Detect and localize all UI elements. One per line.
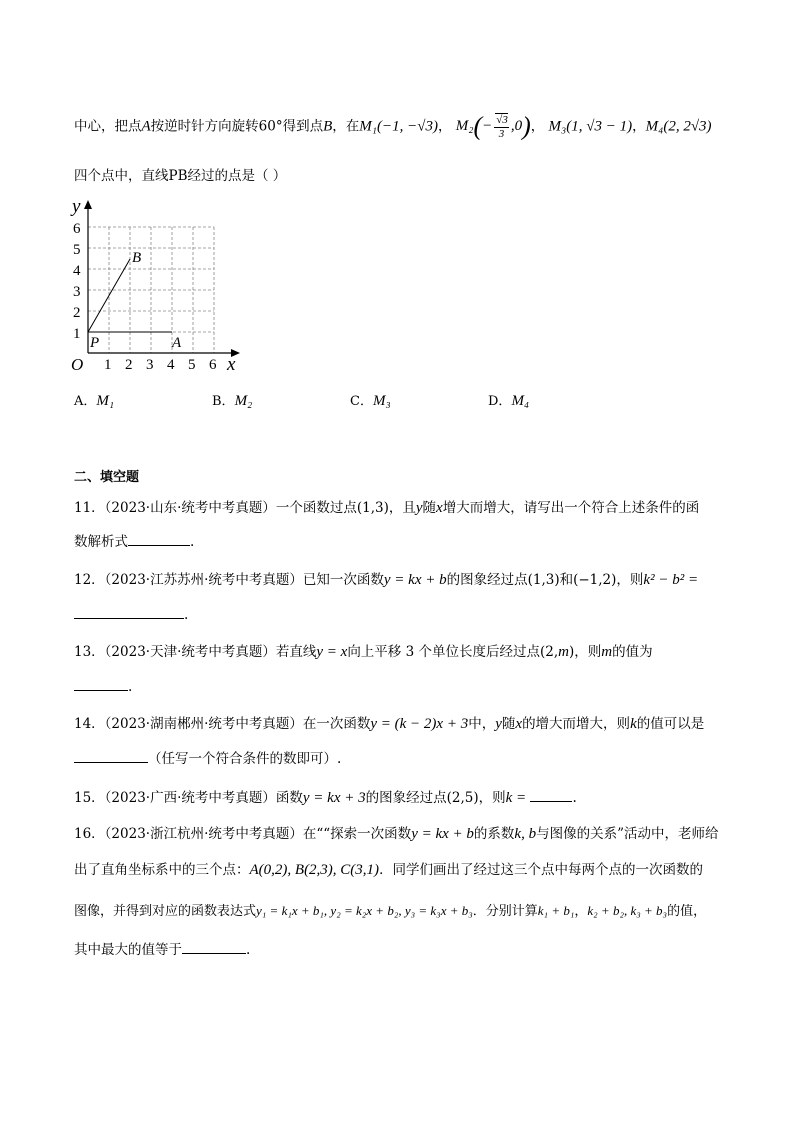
q11-line1: 11．（2023·山东·统考中考真题）一个函数过点(1,3)，且y随x增大而增大，请写出一个符合上述条件的函 — [74, 500, 700, 516]
y-tick-2: 2 — [73, 305, 81, 321]
point-m2: M₂(− $\frac{√3}{3}$ ,0) — [455, 112, 531, 141]
y-axis-label: y — [72, 196, 81, 217]
q10-line1: 中心，把点A按逆时针方向旋转60°得到点B，在M₁(−1, −√3)， M₂(− $\frac{√3}{3}$ ,0)， M₃(1, √3 − 1)，M₄(2, 2√3) — [74, 112, 712, 141]
q16-line3: 图像，并得到对应的函数表达式y₁ = k₁x + b₁, y₂ = k₂x + b₂, y₃ = k₃x + b₃．分别计算k₁ + b₁，k₂ + b₂, k₃ + b₃的值， — [74, 903, 707, 919]
q16-line1: 16．（2023·浙江杭州·统考中考真题）在““探索一次函数y = kx + b的系数k, b与图像的关系”活动中，老师给 — [74, 826, 719, 842]
q14-answer-blank[interactable] — [74, 748, 148, 763]
q15-line1: 15．（2023·广西·统考中考真题）函数y = kx + 3的图象经过点(2,5)，则k = . — [74, 786, 577, 807]
q13-line2: . — [74, 676, 132, 695]
y-tick-1: 1 — [73, 326, 81, 342]
q12-line2: . — [74, 604, 188, 623]
point-a-label: A — [141, 118, 151, 135]
point-p-label: P — [90, 335, 100, 351]
point-b-label: B — [323, 118, 333, 135]
x-axis-label: x — [227, 354, 236, 374]
point-m3: M₃(1, √3 − 1) — [548, 118, 633, 135]
x-tick-1: 1 — [104, 357, 112, 373]
origin-label: O — [71, 355, 84, 374]
q11-line2: 数解析式 . — [74, 530, 194, 550]
q10-line2: 四个点中，直线PB经过的点是（ ） — [74, 168, 287, 184]
y-axis-arrow — [84, 200, 92, 209]
y-tick-4: 4 — [73, 263, 81, 279]
q16-line2: 出了直角坐标系中的三个点：A(0,2), B(2,3), C(3,1)．同学们画出了经过这三个点中每两个点的一次函数的 — [74, 862, 704, 878]
y-tick-3: 3 — [73, 284, 81, 300]
choice-b[interactable]: B．M₂ — [212, 393, 253, 409]
x-tick-6: 6 — [209, 357, 217, 373]
m2-fraction: $\frac{√3}{3}$ — [496, 114, 508, 140]
q15-answer-blank[interactable] — [530, 787, 572, 802]
q12-answer-blank[interactable] — [74, 604, 184, 619]
q16-line4: 其中最大的值等于 . — [74, 938, 250, 958]
y-tick-6: 6 — [73, 221, 81, 237]
choice-a[interactable]: A．M₁ — [74, 393, 115, 409]
x-tick-2: 2 — [125, 357, 133, 373]
point-m1: M₁(−1, −√3) — [359, 118, 438, 135]
point-a-graph-label: A — [172, 335, 182, 351]
x-tick-5: 5 — [188, 357, 196, 373]
q12-line1: 12．（2023·江苏苏州·统考中考真题）已知一次函数y = kx + b的图象经过点(1,3)和(−1,2)，则k² − b² = — [74, 572, 699, 588]
q13-line1: 13．（2023·天津·统考中考真题）若直线y = x向上平移 3 个单位长度后经过点(2,m)，则m的值为 — [74, 644, 653, 660]
q14-line2: （任写一个符合条件的数即可）. — [74, 747, 341, 767]
point-b-graph-label: B — [132, 250, 142, 266]
q11-answer-blank[interactable] — [128, 531, 190, 546]
section-title: 二、填空题 — [74, 470, 140, 485]
q14-line1: 14．（2023·湖南郴州·统考中考真题）在一次函数y = (k − 2)x + 3中，y随x的增大而增大，则k的值可以是 — [74, 716, 705, 732]
y-tick-5: 5 — [73, 242, 81, 258]
q13-answer-blank[interactable] — [74, 676, 128, 691]
coordinate-figure — [64, 194, 264, 374]
point-m4: M₄(2, 2√3) — [645, 118, 712, 135]
choice-d[interactable]: D．M₄ — [488, 393, 530, 409]
x-tick-3: 3 — [146, 357, 154, 373]
choice-c[interactable]: C．M₃ — [350, 393, 391, 409]
q16-answer-blank[interactable] — [182, 939, 246, 954]
x-tick-4: 4 — [167, 357, 175, 373]
